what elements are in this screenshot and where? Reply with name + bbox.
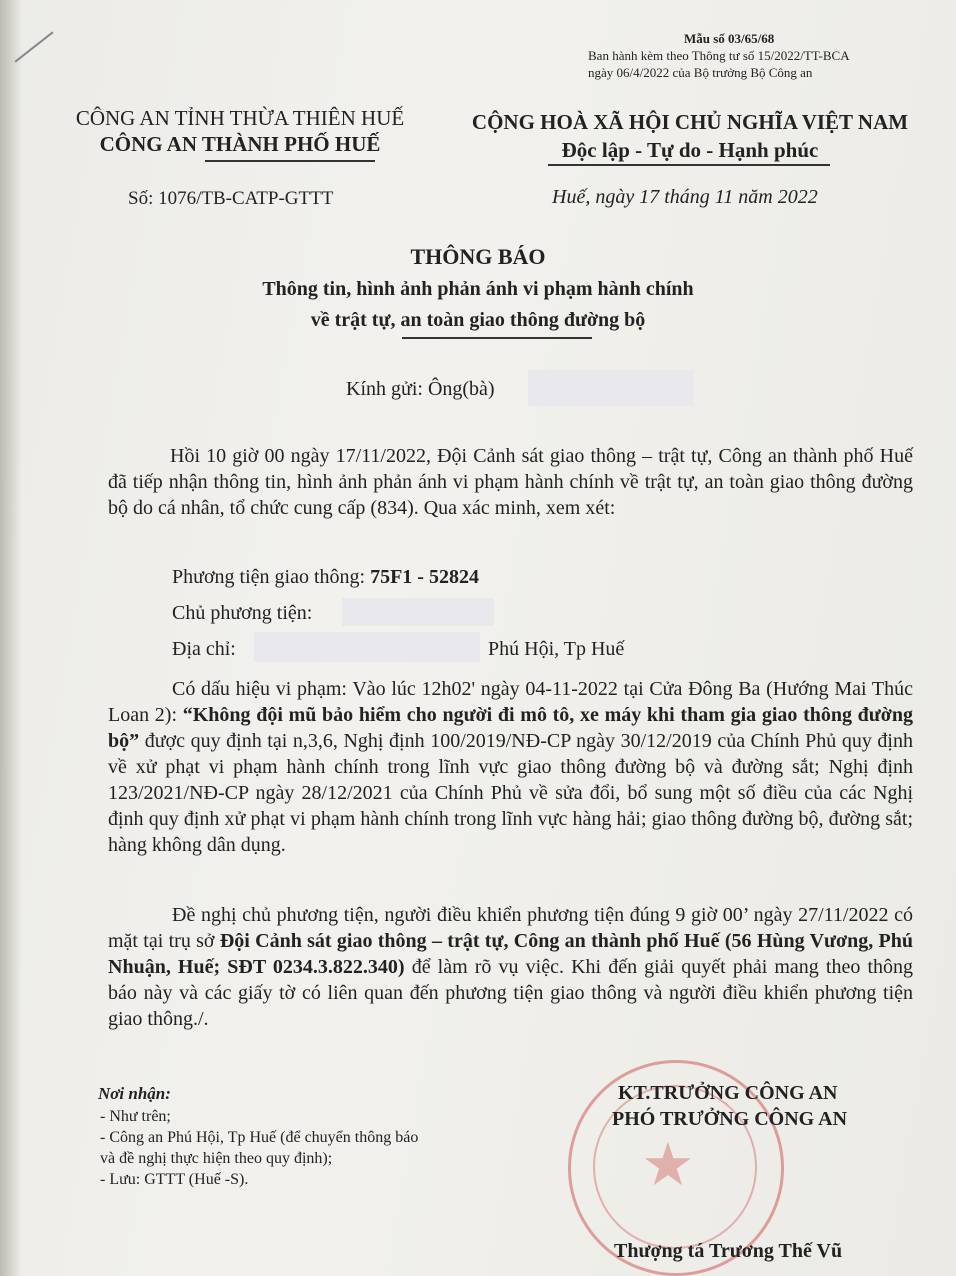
redacted-address (254, 632, 480, 662)
address-value: Phú Hội, Tp Huế (488, 638, 625, 660)
vehicle-plate: 75F1 - 52824 (370, 566, 479, 588)
recipient-line: và đề nghị thực hiện theo quy định); (100, 1150, 333, 1167)
issuer-unit: CÔNG AN THÀNH PHỐ HUẾ (99, 132, 381, 156)
intro-paragraph: Hồi 10 giờ 00 ngày 17/11/2022, Đội Cảnh sát giao thông – trật tự, Công an thành phố Huế đã tiếp nhận thông tin, hình ảnh phản ánh vi phạm hành chính về trật tự, an toàn giao thông đường bộ do cá nhân, tổ chức cung cấp (834). Qua xác minh, xem xét: (108, 445, 913, 519)
redacted-name (528, 370, 694, 406)
recipients-list (100, 1106, 418, 1190)
doc-subtitle-1: Thông tin, hình ảnh phản ánh vi phạm hành chính (262, 278, 694, 300)
national-name: CỘNG HOÀ XÃ HỘI CHỦ NGHĨA VIỆT NAM (471, 110, 909, 134)
recipients-title: Nơi nhận: (98, 1084, 171, 1103)
recipient-line: - Công an Phú Hội, Tp Huế (để chuyển thông báo (100, 1129, 419, 1146)
form-number: Mẫu số 03/65/68 (684, 31, 775, 46)
greeting: Kính gửi: Ông(bà) (346, 378, 495, 400)
national-motto: Độc lập - Tự do - Hạnh phúc (561, 138, 819, 162)
doc-subtitle-2: về trật tự, an toàn giao thông đường bộ (310, 309, 646, 331)
issuer-parent: CÔNG AN TỈNH THỪA THIÊN HUẾ (75, 106, 405, 130)
request-paragraph (108, 902, 913, 1032)
doc-number: Số: 1076/TB-CATP-GTTT (128, 188, 334, 209)
signer-role-1: KT.TRƯỞNG CÔNG AN (618, 1082, 838, 1104)
address-label: Địa chỉ: (172, 638, 236, 660)
request-lead: Đề nghị chủ phương tiện, người điều khiển phương tiện đúng 9 giờ 00’ ngày 27/11/2022 có mặt tại trụ sở (108, 904, 913, 952)
vehicle-label: Phương tiện giao thông: (172, 566, 366, 588)
request-location: Đội Cảnh sát giao thông – trật tự, Công an thành phố Huế (56 Hùng Vương, Phú Nhuận, Huế; SĐT 0234.3.822.340) (108, 930, 913, 978)
request-rest: để làm rõ vụ việc. Khi đến giải quyết phải mang theo thông báo này và các giấy tờ có liên quan đến phương tiện giao thông và người điều khiển phương tiện giao thông./. (108, 956, 914, 1030)
owner-label: Chủ phương tiện: (172, 602, 313, 624)
form-info (588, 30, 850, 81)
form-info-line1: Ban hành kèm theo Thông tư số 15/2022/TT-BCA (588, 48, 850, 63)
violation-rest: được quy định tại n,3,6, Nghị định 100/2019/NĐ-CP ngày 30/12/2019 của Chính Phủ quy định về xử phạt vi phạm hành chính trong lĩnh vực giao thông đường bộ và đường sắt; Nghị định 123/2021/NĐ-CP ngày 28/12/2021 của Chính Phủ về sửa đổi, bổ sung một số điều của các Nghị định quy định xử phạt vi phạm hành chính trong lĩnh vực hàng hải; giao thông đường bộ, đường sắt; hàng không dân dụng. (108, 730, 913, 856)
doc-title: THÔNG BÁO (410, 244, 546, 269)
motto-underline (548, 164, 830, 166)
vehicle-row (172, 564, 479, 590)
issuer-underline (205, 160, 375, 162)
star-icon: ★ (641, 1132, 695, 1198)
violation-paragraph (108, 676, 913, 858)
recipient-line: - Như trên; (100, 1108, 171, 1125)
date-line: Huế, ngày 17 tháng 11 năm 2022 (552, 186, 818, 208)
form-info-line2: ngày 06/4/2022 của Bộ trưởng Bộ Công an (588, 65, 813, 80)
signer-role-2: PHÓ TRƯỞNG CÔNG AN (612, 1108, 848, 1130)
recipient-line: - Lưu: GTTT (Huế -S). (100, 1171, 249, 1188)
violation-lead: Có dấu hiệu vi phạm: Vào lúc 12h02' ngày 04-11-2022 tại Cửa Đông Ba (Hướng Mai Thúc Loan 2): (108, 678, 913, 726)
page-shadow (0, 0, 22, 1276)
subtitle-underline (402, 337, 592, 339)
signer-name: Thượng tá Trương Thế Vũ (614, 1240, 843, 1262)
redacted-owner (342, 598, 494, 626)
violation-offense: “Không đội mũ bảo hiểm cho người đi mô tô, xe máy khi tham gia giao thông đường bộ” (108, 704, 913, 752)
